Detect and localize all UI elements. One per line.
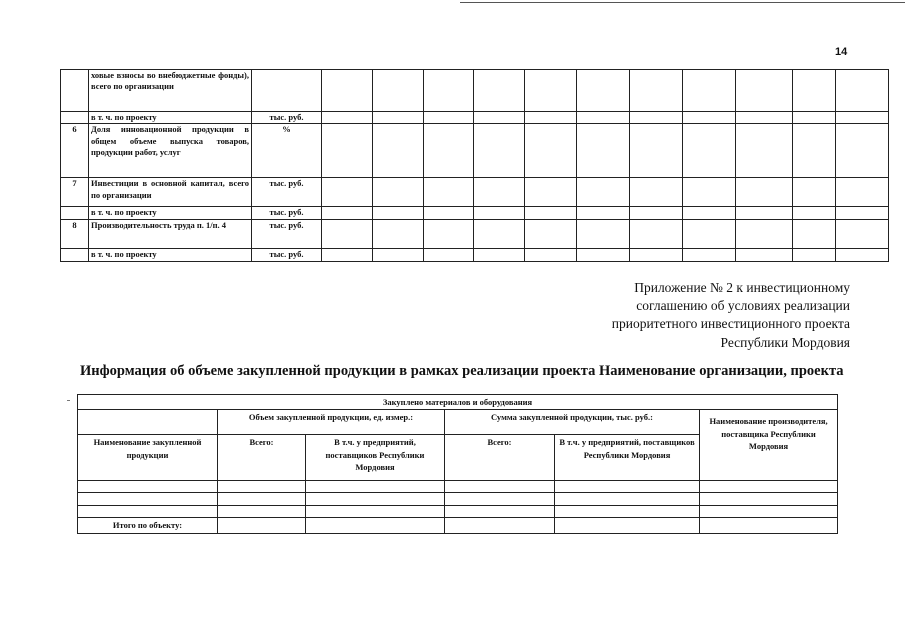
section-heading: Информация об объеме закупленной продукции в рамках реализации проекта Наименование организации, проекта: [80, 363, 844, 379]
row-number: 6: [61, 124, 89, 178]
table-row: [61, 207, 889, 219]
unit: тыс. руб.: [252, 178, 322, 207]
table-row: [78, 506, 838, 518]
row-number: [61, 207, 89, 219]
table-row: [61, 112, 889, 124]
row-number: 7: [61, 178, 89, 207]
scan-mark: [67, 400, 70, 401]
indicator-name: ховые взносы во внебюджетные фонды), всего по организации: [89, 70, 252, 112]
total-label: Итого по объекту:: [78, 518, 218, 534]
indicator-name: Производительность труда п. 1/п. 4: [89, 219, 252, 248]
appendix-note: [612, 279, 850, 352]
indicator-name: в т. ч. по проекту: [89, 112, 252, 124]
unit: тыс. руб.: [252, 207, 322, 219]
top-rule: [460, 2, 905, 3]
volume-total-header: Всего:: [218, 435, 306, 481]
row-number: [61, 248, 89, 261]
appendix-line: соглашению об условиях реализации: [636, 298, 850, 314]
supplier-header: Наименование производителя, поставщика Республики Мордовия: [700, 410, 838, 481]
volume-group-header: Объем закупленной продукции, ед. измер.:: [218, 410, 445, 435]
unit: тыс. руб.: [252, 219, 322, 248]
table-row: [78, 481, 838, 493]
table-row: [78, 395, 838, 410]
appendix-line: приоритетного инвестиционного проекта: [611, 316, 850, 332]
volume-incl-header: В т.ч. у предприятий, поставщиков Республики Мордовия: [306, 435, 445, 481]
table-row: [78, 410, 838, 435]
purchases-table: [77, 394, 838, 534]
row-number: [61, 112, 89, 124]
indicator-name: в т. ч. по проекту: [89, 207, 252, 219]
table-row: [78, 518, 838, 534]
sum-incl-header: В т.ч. у предприятий, поставщиков Республики Мордовия: [555, 435, 700, 481]
table-row: [61, 219, 889, 248]
sum-total-header: Всего:: [445, 435, 555, 481]
indicator-name: Инвестиции в основной капитал, всего по организации: [89, 178, 252, 207]
table-row: [61, 178, 889, 207]
appendix-line: Приложение № 2 к инвестиционному: [634, 280, 850, 295]
empty-cell: [78, 410, 218, 435]
page-number: 14: [835, 46, 848, 58]
indicator-name: Доля инновационной продукции в общем объеме выпуска товаров, продукции работ, услуг: [89, 124, 252, 178]
unit: тыс. руб.: [252, 112, 322, 124]
table-row: [61, 124, 889, 178]
appendix-line: Республики Мордовия: [720, 334, 850, 350]
row-number: [61, 70, 89, 112]
product-header: Наименование закупленной продукции: [78, 435, 218, 481]
indicator-name: в т. ч. по проекту: [89, 248, 252, 261]
sum-group-header: Сумма закупленной продукции, тыс. руб.:: [445, 410, 700, 435]
table-row: [78, 493, 838, 506]
table-title: Закуплено материалов и оборудования: [78, 395, 838, 410]
unit: %: [252, 124, 322, 178]
indicators-table: [60, 69, 889, 262]
row-number: 8: [61, 219, 89, 248]
unit: [252, 70, 322, 112]
table-row: [61, 248, 889, 261]
unit: тыс. руб.: [252, 248, 322, 261]
table-row: [61, 70, 889, 112]
